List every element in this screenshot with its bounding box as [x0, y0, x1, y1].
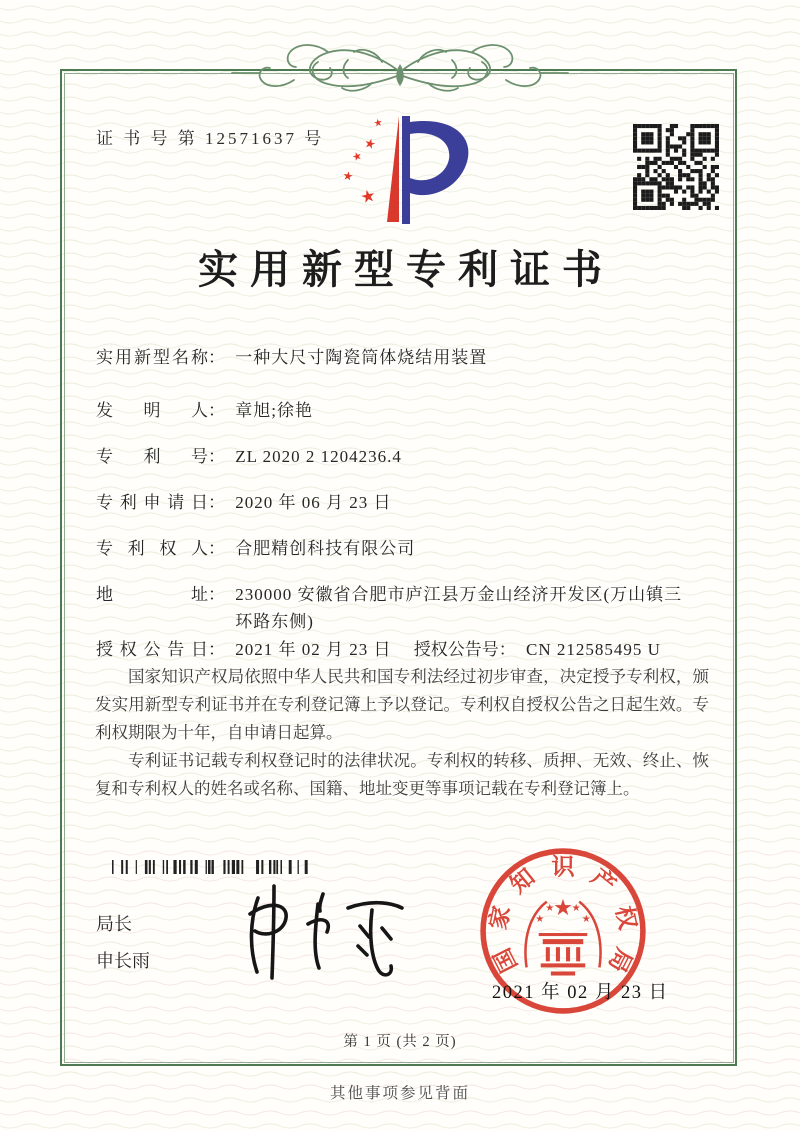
field-colon: ：: [208, 539, 225, 558]
field-value-grant-date: 2021 年 02 月 23 日: [235, 640, 392, 659]
field-colon: ：: [208, 585, 225, 604]
svg-text:局: 局: [602, 943, 637, 977]
svg-text:知: 知: [505, 864, 541, 899]
svg-text:家: 家: [485, 903, 516, 932]
cnipa-logo: [326, 110, 476, 228]
barcode: [112, 860, 308, 874]
field-value-name: 一种大尺寸陶瓷筒体烧结用装置: [235, 348, 488, 367]
svg-text:★: ★: [581, 913, 591, 925]
svg-text:★: ★: [350, 148, 364, 165]
svg-text:★: ★: [545, 902, 555, 914]
svg-text:★: ★: [341, 168, 355, 184]
field-row-filing-date: [96, 489, 714, 516]
field-colon: ：: [208, 348, 225, 367]
page-number: 第 1 页 (共 2 页): [343, 1034, 457, 1050]
certificate-title: 实用新型专利证书: [198, 247, 614, 292]
field-colon: ：: [208, 401, 225, 420]
field-label-grant-no: 授权公告号: [413, 640, 499, 659]
signer-block: [96, 906, 150, 980]
body-paragraph-1: 国家知识产权局依照中华人民共和国专利法经过初步审查，决定授予专利权，颁发实用新型专利证书并在专利登记簿上予以登记。专利权自授权公告之日起生效。专利权期限为十年，自申请日起算。: [95, 667, 709, 742]
field-label-name: 实用新型名称: [96, 348, 208, 367]
svg-text:识: 识: [551, 854, 575, 881]
director-title: 局长: [96, 914, 132, 934]
field-row-name: [96, 344, 714, 371]
svg-text:★: ★: [372, 117, 384, 130]
field-value-patentee: 合肥精创科技有限公司: [235, 539, 416, 558]
field-value-inventor: 章旭;徐艳: [235, 401, 313, 420]
seal-date: 2021 年 02 月 23 日: [492, 983, 669, 1003]
svg-text:产: 产: [585, 864, 621, 899]
field-row-patentee: [96, 535, 714, 562]
field-colon: ：: [208, 493, 225, 512]
field-label-patentee: 专利权人: [96, 539, 208, 558]
director-signature: [222, 878, 412, 986]
top-flourish-ornament: [230, 38, 570, 102]
field-colon: ：: [208, 640, 225, 659]
field-value-grant-no: CN 212585495 U: [526, 640, 661, 659]
field-row-address: [96, 581, 714, 635]
svg-text:权: 权: [610, 903, 641, 932]
field-value-address: 230000 安徽省合肥市庐江县万金山经济开发区(万山镇三环路东侧): [235, 585, 683, 631]
field-row-grant: [96, 636, 714, 663]
field-value-patent-no: ZL 2020 2 1204236.4: [235, 447, 402, 466]
field-label-address: 地址: [96, 585, 208, 604]
field-label-grant-date: 授权公告日: [96, 640, 208, 659]
svg-text:★: ★: [535, 913, 545, 925]
field-colon: ：: [208, 447, 225, 466]
svg-text:★: ★: [571, 902, 581, 914]
field-label-patent-no: 专利号: [96, 447, 208, 466]
field-row-inventor: [96, 397, 714, 424]
director-name: 申长雨: [96, 951, 150, 971]
svg-text:国: 国: [489, 943, 524, 977]
field-colon: ：: [498, 640, 516, 659]
field-label-inventor: 发明人: [96, 401, 208, 420]
field-row-patent-no: [96, 443, 714, 470]
back-note: 其他事项参见背面: [329, 1085, 470, 1102]
legal-text-block: [95, 663, 709, 803]
certificate-number: 证 书 号 第 12571637 号: [96, 129, 325, 148]
field-value-filing-date: 2020 年 06 月 23 日: [235, 493, 392, 512]
svg-text:★: ★: [553, 894, 573, 921]
field-label-filing-date: 专利申请日: [96, 493, 208, 512]
svg-text:★: ★: [362, 135, 378, 154]
fields-block: [96, 344, 714, 682]
svg-text:★: ★: [358, 185, 378, 209]
body-paragraph-2: 专利证书记载专利权登记时的法律状况。专利权的转移、质押、无效、终止、恢复和专利权人的姓名或名称、国籍、地址变更等事项记载在专利登记簿上。: [95, 751, 709, 798]
qr-code: [633, 124, 719, 210]
national-emblem: [525, 895, 600, 976]
